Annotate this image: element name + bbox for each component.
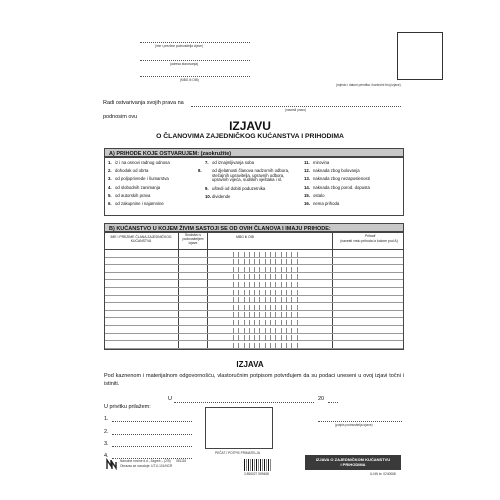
form-title: IZJAVU	[229, 119, 271, 133]
receipt-stamp-box	[397, 32, 443, 80]
household-row[interactable]	[105, 303, 403, 311]
col-header-mbg: MBG ili OIB	[236, 235, 254, 239]
mbg-digit-cells[interactable]	[233, 328, 302, 334]
household-row[interactable]	[105, 258, 403, 266]
income-option[interactable]: 10.dividende	[205, 193, 231, 199]
household-row[interactable]	[105, 265, 403, 273]
form-subtitle: O ČLANOVIMA ZAJEDNIČKOG KUĆANSTVA I PRIHODIMA	[156, 133, 344, 140]
applicant-mbg-line[interactable]	[140, 76, 250, 77]
mbg-digit-cells[interactable]	[233, 259, 302, 265]
place-prefix: U	[168, 396, 172, 402]
applicant-address-caption: (adresa stanovanja)	[170, 62, 199, 66]
section-b-heading: B) KUĆANSTVO U KOJEM ŽIVIM SASTOJI SE OD OVIH ČLANOVA I IMAJU PRIHODE:	[104, 223, 404, 232]
income-option[interactable]: 4. od slobodnih zanimanja	[108, 184, 161, 190]
attachment-line[interactable]	[112, 421, 192, 422]
household-row[interactable]	[105, 273, 403, 281]
attachment-line[interactable]	[112, 434, 192, 435]
household-row[interactable]	[105, 280, 403, 288]
digit-cell[interactable]	[297, 259, 302, 265]
household-row[interactable]	[105, 341, 403, 349]
digit-cell[interactable]	[297, 343, 302, 349]
mbg-digit-cells[interactable]	[233, 290, 302, 296]
income-option[interactable]: 8. od djelatnosti članova nadzornih odbora, stečajnih upravitelja, upravnih odbora, upravnih vijeća, sudskih vještaka i sl.	[198, 168, 290, 183]
applicant-mbg-caption: (MBG ili OIB)	[180, 78, 199, 82]
digit-cell[interactable]	[297, 320, 302, 326]
mbg-digit-cells[interactable]	[233, 252, 302, 258]
digit-cell[interactable]	[297, 282, 302, 288]
digit-cell[interactable]	[297, 274, 302, 280]
household-row[interactable]	[105, 311, 403, 319]
col-header-relation: Srodstvo s podnositeljem izjave	[182, 233, 204, 245]
household-row[interactable]	[105, 326, 403, 334]
attachment-number: 4.	[104, 453, 109, 459]
form-id: U-NN br. 0240068	[370, 472, 396, 476]
mbg-digit-cells[interactable]	[233, 335, 302, 341]
income-option[interactable]: 6. od zakupnine i najamnine	[108, 200, 164, 206]
mbg-digit-cells[interactable]	[233, 282, 302, 288]
mbg-digit-cells[interactable]	[233, 305, 302, 311]
purpose-line2: podnosim ovu	[103, 114, 138, 120]
col-header-income: Prihodi	[364, 234, 376, 238]
mbg-digit-cells[interactable]	[233, 297, 302, 303]
income-option[interactable]: 5. od autorskih prava	[108, 192, 151, 198]
income-option[interactable]: 2. dohodak od obrta	[108, 168, 149, 174]
purpose-line-label: Radi ostvarivanja svojih prava na	[103, 100, 184, 106]
col-header-income-note: (navesti vrstu prihoda iz kolone pod A)	[340, 239, 398, 243]
income-option[interactable]: 7. od iznajmljivanja soba	[205, 160, 255, 165]
digit-cell[interactable]	[297, 252, 302, 258]
applicant-name-line[interactable]	[140, 42, 250, 43]
section-a-heading: A) PRIHODE KOJE OSTVARUJEM: (zaokružite)	[104, 148, 404, 157]
attachment-number: 2.	[104, 429, 109, 435]
digit-cell[interactable]	[297, 290, 302, 296]
year-suffix: 20	[318, 396, 325, 402]
household-row[interactable]	[105, 250, 403, 258]
income-list-col2	[198, 160, 293, 199]
table-header-divider	[105, 243, 403, 250]
household-row[interactable]	[105, 334, 403, 342]
receiver-stamp-caption: PEČAT I POTPIS PRIMATELJA	[215, 451, 260, 455]
year-line[interactable]	[328, 402, 338, 403]
form-name-line2: I PRIHODIMA	[340, 462, 366, 467]
statement-heading: IZJAVA	[236, 360, 264, 369]
barcode-digits: 3 856027 559458	[244, 472, 269, 476]
publisher-line2: Obrazac se naručuje: UT-II-101/NCR	[120, 464, 173, 468]
digit-cell[interactable]	[297, 312, 302, 318]
publisher-line1: Narodne novine d.d., Zagreb – (2/5)	[120, 459, 171, 463]
digit-cell[interactable]	[297, 335, 302, 341]
attachment-number: 1.	[104, 416, 109, 422]
income-option[interactable]: 1. iz i na osnovi radnog odnosa	[108, 160, 170, 165]
statement-body: Pod kaznenom i materijalnom odgovornošću, vlastoručnim potpisom potvrđujem da su podaci uneseni u ovoj izjavi točni i istiniti.	[104, 373, 404, 387]
place-date-line[interactable]	[174, 402, 314, 403]
publisher-logo-icon	[106, 458, 118, 470]
income-option[interactable]: 12. naknada zbog bolovanja	[304, 168, 360, 174]
form-name-tag	[305, 455, 401, 470]
attachment-number: 3.	[104, 441, 109, 447]
household-row[interactable]	[105, 318, 403, 326]
attachment-line[interactable]	[112, 446, 192, 447]
digit-cell[interactable]	[297, 297, 302, 303]
income-option[interactable]: 9. uštedi od dobiti poduzetnika	[205, 185, 266, 191]
income-option[interactable]: 15. ostalo	[304, 192, 325, 198]
mbg-digit-cells[interactable]	[233, 343, 302, 349]
mbg-digit-cells[interactable]	[233, 312, 302, 318]
digit-cell[interactable]	[297, 328, 302, 334]
col-header-name: IME I PREZIME ČLANA ZAJEDNIČKOG KUĆANSTVA	[110, 235, 172, 243]
income-option[interactable]: 16. nema prihoda	[304, 200, 340, 206]
income-option[interactable]: 11. mirovina	[304, 160, 330, 165]
household-row[interactable]	[105, 296, 403, 304]
digit-cell[interactable]	[297, 267, 302, 273]
income-option[interactable]: 13. naknada zbog nezaposlenosti	[304, 176, 370, 182]
household-row[interactable]	[105, 288, 403, 296]
applicant-name-caption: (ime i prezime podnositelja izjave)	[155, 44, 204, 48]
income-option[interactable]: 14. naknada zbog porod. dopusta	[304, 184, 370, 190]
form-name-line1: IZJAVA O ZAJEDNIČKOM KUĆANSTVU	[315, 457, 391, 462]
signature-line[interactable]	[318, 421, 402, 422]
attachments-label: U privitku prilažem:	[104, 404, 151, 410]
publisher-code: 051116	[176, 459, 187, 463]
purpose-right-caption: (navesti pravo)	[285, 108, 307, 112]
income-option[interactable]: 3. od poljoprivrede i šumarstva	[108, 176, 169, 182]
receipt-stamp-caption: (mjesto i datum primitka i kontrolni broj izjave)	[336, 83, 401, 87]
signature-caption: (potpis podnositelja izjave)	[335, 423, 373, 427]
mbg-digit-cells[interactable]	[233, 320, 302, 326]
income-list-col3	[304, 161, 402, 207]
digit-cell[interactable]	[297, 305, 302, 311]
barcode-icon	[244, 459, 272, 471]
purpose-right-line[interactable]	[191, 106, 401, 107]
applicant-address-line[interactable]	[140, 60, 250, 61]
mbg-digit-cells[interactable]	[233, 274, 302, 280]
receiver-stamp-box	[205, 407, 273, 449]
mbg-digit-cells[interactable]	[233, 267, 302, 273]
income-list-col1	[108, 161, 196, 207]
